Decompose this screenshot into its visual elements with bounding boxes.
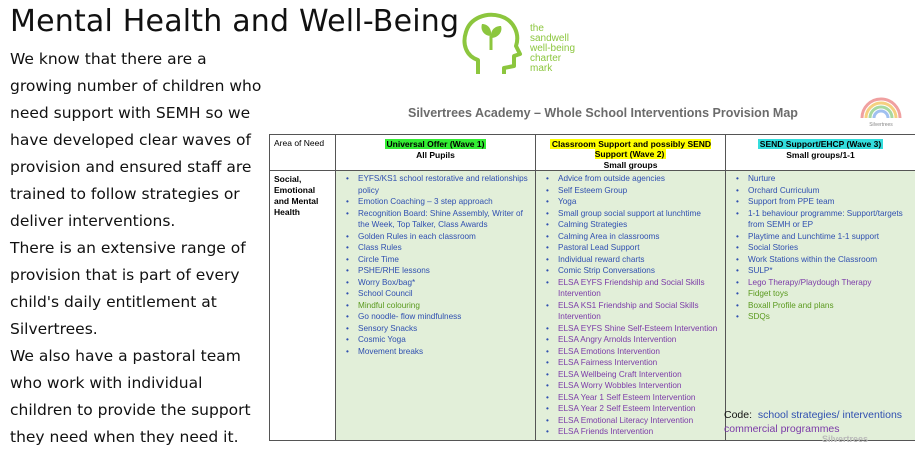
list-item: • Sensory Snacks bbox=[346, 323, 531, 335]
wave-2-heading: Classroom Support and possibly SEND Support (Wave 2) bbox=[551, 139, 712, 159]
code-label: Code: bbox=[724, 409, 753, 421]
list-item: • Support from PPE team bbox=[736, 196, 911, 208]
list-item: • SULP* bbox=[736, 265, 911, 277]
sandwell-charter-logo bbox=[458, 10, 588, 78]
list-item: • ELSA Wellbeing Craft Intervention bbox=[546, 369, 721, 381]
charter-line: the bbox=[530, 23, 544, 34]
code-commercial: commercial programmes bbox=[724, 423, 840, 435]
list-item: • Advice from outside agencies bbox=[546, 173, 721, 185]
list-item: • Self Esteem Group bbox=[546, 185, 721, 197]
list-item: • Calming Strategies bbox=[546, 219, 721, 231]
list-item: • ELSA KS1 Friendship and Social Skills Intervention bbox=[546, 300, 721, 323]
list-item: • Class Rules bbox=[346, 242, 531, 254]
list-item: • ELSA Emotions Intervention bbox=[546, 346, 721, 358]
wave-3-heading: SEND Support/EHCP (Wave 3) bbox=[759, 139, 882, 149]
list-item: • ELSA Year 2 Self Esteem Intervention bbox=[546, 403, 721, 415]
head-leaf-icon bbox=[458, 10, 528, 78]
list-item: • Go noodle- flow mindfulness bbox=[346, 311, 531, 323]
wave-1-cell bbox=[336, 171, 536, 441]
list-item: • Lego Therapy/Playdough Therapy bbox=[736, 277, 911, 289]
list-item: • Work Stations within the Classroom bbox=[736, 254, 911, 266]
charter-line: mark bbox=[530, 63, 553, 74]
list-item: • EYFS/KS1 school restorative and relationships policy bbox=[346, 173, 531, 196]
table-header-row bbox=[270, 135, 915, 171]
list-item: • 1-1 behaviour programme: Support/targets from SEMH or EP bbox=[736, 208, 911, 231]
code-school-strategies: school strategies/ interventions bbox=[757, 409, 903, 421]
intro-paragraph: There is an extensive range of provision that is part of every child's daily entitlement at Silvertrees. bbox=[10, 239, 246, 338]
list-item: • Cosmic Yoga bbox=[346, 334, 531, 346]
intro-paragraph: We know that there are a growing number of children who need support with SEMH so we have developed clear waves of provision and ensured staff are trained to follow strategies or deliver interventions. bbox=[10, 50, 262, 230]
wave-1-header bbox=[336, 135, 536, 171]
list-item: • ELSA EYFS Friendship and Social Skills Intervention bbox=[546, 277, 721, 300]
svg-text:Silvertrees: Silvertrees bbox=[869, 122, 893, 128]
list-item: • ELSA Fairness Intervention bbox=[546, 357, 721, 369]
list-item: • ELSA EYFS Shine Self-Esteem Intervention bbox=[546, 323, 721, 335]
list-item: • Golden Rules in each classroom bbox=[346, 231, 531, 243]
wave-3-cell bbox=[726, 171, 915, 441]
list-item: • ELSA Emotional Literacy Intervention bbox=[546, 415, 721, 427]
wave-1-sub: All Pupils bbox=[416, 150, 455, 160]
list-item: • Pastoral Lead Support bbox=[546, 242, 721, 254]
area-of-need-header: Area of Need bbox=[270, 135, 336, 171]
wave-1-heading: Universal Offer (Wave 1) bbox=[386, 139, 485, 149]
list-item: • Nurture bbox=[736, 173, 911, 185]
list-item: • Calming Area in classrooms bbox=[546, 231, 721, 243]
wave-2-list bbox=[536, 171, 725, 438]
page-title: Mental Health and Well-Being bbox=[10, 4, 460, 39]
provision-map-table bbox=[269, 134, 915, 441]
list-item: • SDQs bbox=[736, 311, 911, 323]
wave-2-sub: Small groups bbox=[603, 160, 658, 170]
silvertrees-watermark: Silvertrees bbox=[822, 434, 869, 444]
list-item: • Comic Strip Conversations bbox=[546, 265, 721, 277]
list-item: • Playtime and Lunchtime 1-1 support bbox=[736, 231, 911, 243]
list-item: • Small group social support at lunchtime bbox=[546, 208, 721, 220]
wave-3-list bbox=[726, 171, 915, 323]
charter-text bbox=[530, 24, 575, 74]
list-item: • PSHE/RHE lessons bbox=[346, 265, 531, 277]
silvertrees-logo bbox=[858, 88, 904, 128]
area-of-need-cell: Social, Emotional and Mental Health bbox=[270, 171, 336, 441]
table-row bbox=[270, 171, 915, 441]
provision-map-title: Silvertrees Academy – Whole School Interventions Provision Map bbox=[408, 106, 798, 120]
charter-line: charter bbox=[530, 53, 562, 64]
list-item: • ELSA Worry Wobbles Intervention bbox=[546, 380, 721, 392]
wave-3-header bbox=[726, 135, 915, 171]
intro-paragraph: We also have a pastoral team who work with individual children to provide the support they need when they need it. bbox=[10, 347, 251, 446]
list-item: • Social Stories bbox=[736, 242, 911, 254]
charter-line: sandwell bbox=[530, 33, 569, 44]
list-item: • Orchard Curriculum bbox=[736, 185, 911, 197]
list-item: • Yoga bbox=[546, 196, 721, 208]
list-item: • Fidget toys bbox=[736, 288, 911, 300]
wave-3-sub: Small groups/1-1 bbox=[786, 150, 855, 160]
wave-2-cell bbox=[536, 171, 726, 441]
list-item: • School Council bbox=[346, 288, 531, 300]
list-item: • ELSA Year 1 Self Esteem Intervention bbox=[546, 392, 721, 404]
list-item: • Recognition Board: Shine Assembly, Writer of the Week, Top Talker, Class Awards bbox=[346, 208, 531, 231]
charter-line: well-being bbox=[530, 43, 576, 54]
intro-text bbox=[10, 46, 268, 450]
list-item: • Boxall Profile and plans bbox=[736, 300, 911, 312]
wave-1-list bbox=[336, 171, 535, 357]
list-item: • Individual reward charts bbox=[546, 254, 721, 266]
list-item: • Emotion Coaching – 3 step approach bbox=[346, 196, 531, 208]
colour-code-key bbox=[724, 408, 902, 436]
list-item: • ELSA Friends Intervention bbox=[546, 426, 721, 438]
rainbow-logo-icon bbox=[858, 88, 904, 128]
list-item: • Movement breaks bbox=[346, 346, 531, 358]
list-item: • ELSA Angry Arnolds Intervention bbox=[546, 334, 721, 346]
wave-2-header bbox=[536, 135, 726, 171]
list-item: • Mindful colouring bbox=[346, 300, 531, 312]
list-item: • Circle Time bbox=[346, 254, 531, 266]
list-item: • Worry Box/bag* bbox=[346, 277, 531, 289]
